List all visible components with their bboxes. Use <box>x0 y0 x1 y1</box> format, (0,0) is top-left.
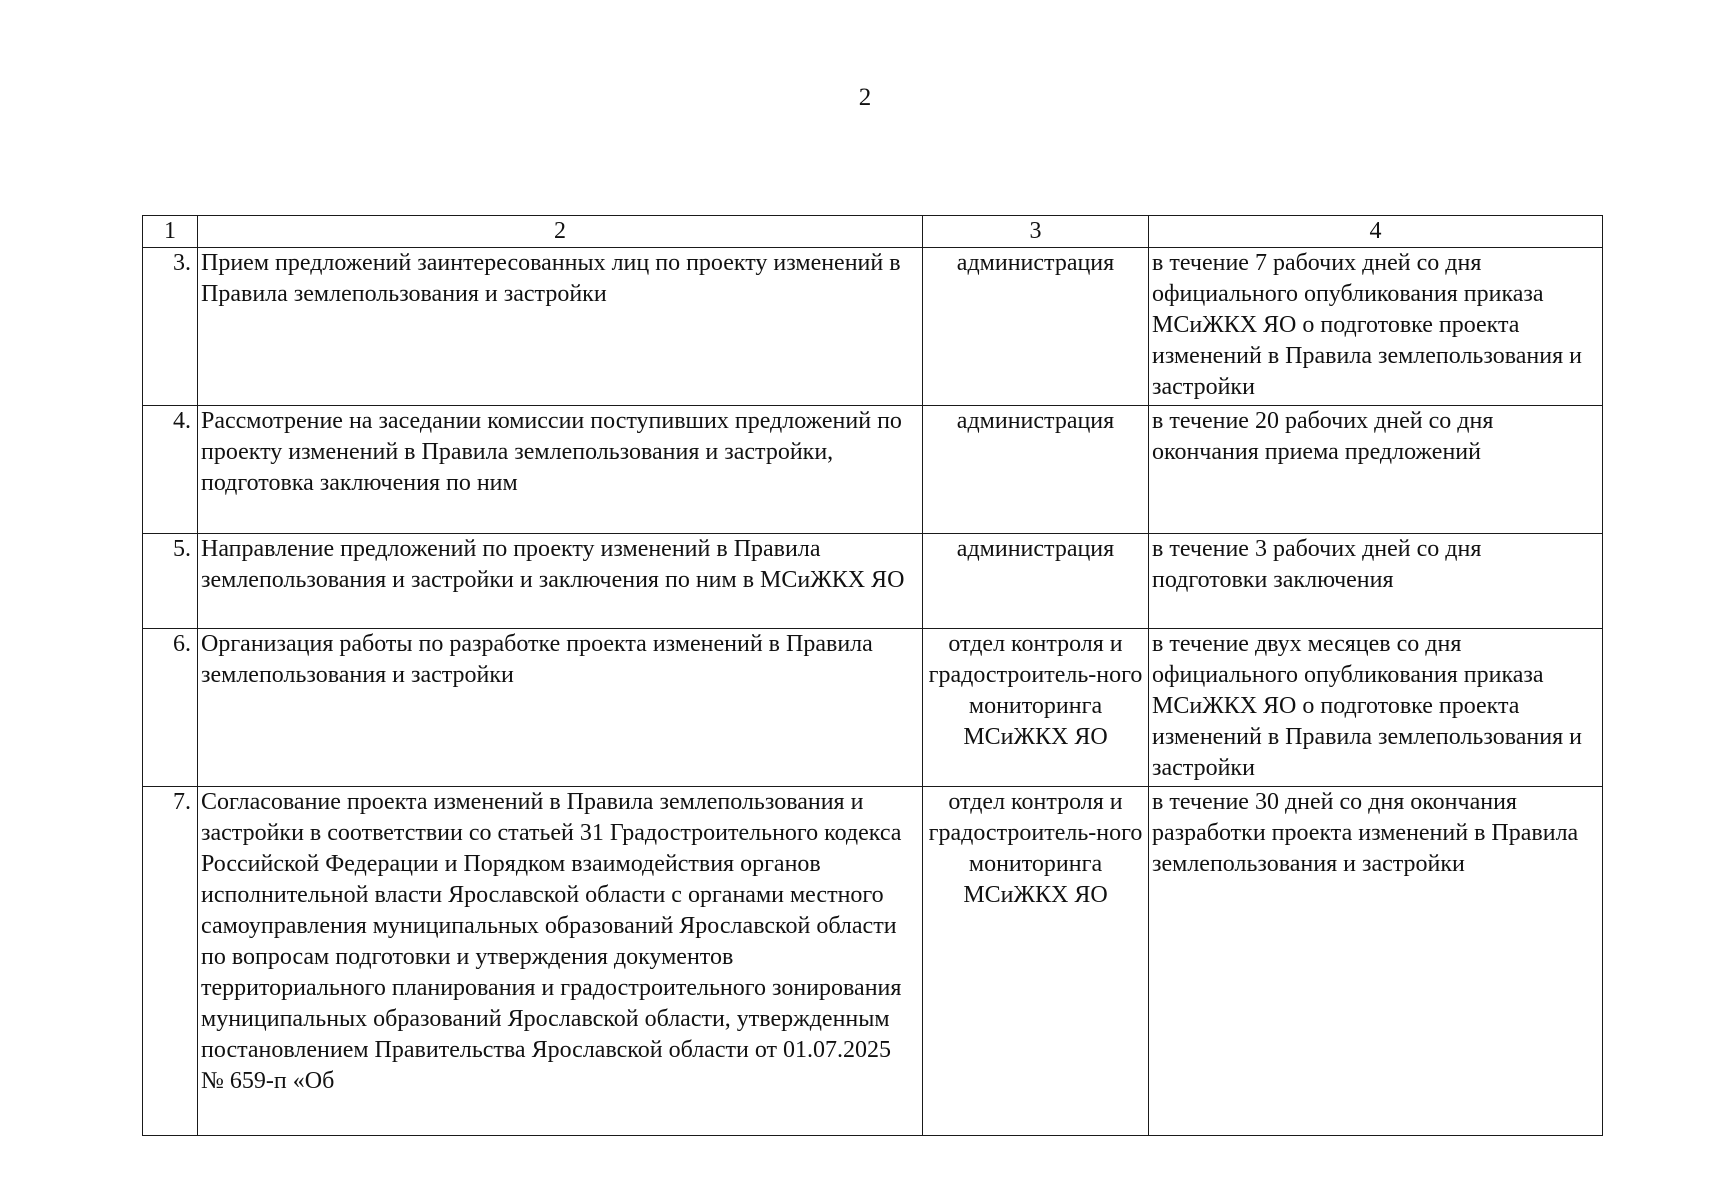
table-row <box>143 248 1603 406</box>
deadline-cell: в течение 30 дней со дня окончания разработки проекта изменений в Правила землепользования и застройки <box>1149 787 1603 1136</box>
action-cell: Направление предложений по проекту изменений в Правила землепользования и застройки и заключения по ним в МСиЖКХ ЯО <box>198 534 923 629</box>
responsible-cell: отдел контроля и градостроитель-ного мониторинга МСиЖКХ ЯО <box>923 629 1149 787</box>
table-row <box>143 629 1603 787</box>
deadline-cell: в течение двух месяцев со дня официального опубликования приказа МСиЖКХ ЯО о подготовке проекта изменений в Правила землепользования и застройки <box>1149 629 1603 787</box>
row-number: 5. <box>143 534 198 629</box>
row-number: 3. <box>143 248 198 406</box>
responsible-cell: администрация <box>923 248 1149 406</box>
table-row <box>143 406 1603 534</box>
row-number: 7. <box>143 787 198 1136</box>
table-header-row <box>143 216 1603 248</box>
header-cell-1: 1 <box>143 216 198 248</box>
action-cell: Рассмотрение на заседании комиссии поступивших предложений по проекту изменений в Правила землепользования и застройки, подготовка заключения по ним <box>198 406 923 534</box>
plan-table <box>142 215 1603 1136</box>
page-number: 2 <box>858 84 872 111</box>
action-cell: Прием предложений заинтересованных лиц по проекту изменений в Правила землепользования и застройки <box>198 248 923 406</box>
row-number: 4. <box>143 406 198 534</box>
header-cell-3: 3 <box>923 216 1149 248</box>
action-cell: Организация работы по разработке проекта изменений в Правила землепользования и застройки <box>198 629 923 787</box>
row-number: 6. <box>143 629 198 787</box>
table-row <box>143 787 1603 1136</box>
responsible-cell: отдел контроля и градостроитель-ного мониторинга МСиЖКХ ЯО <box>923 787 1149 1136</box>
header-cell-2: 2 <box>198 216 923 248</box>
deadline-cell: в течение 3 рабочих дней со дня подготовки заключения <box>1149 534 1603 629</box>
action-cell: Согласование проекта изменений в Правила землепользования и застройки в соответствии со статьей 31 Градостроительного кодекса Российской Федерации и Порядком взаимодействия органов исполнительной власти Ярославской области с органами местного самоуправления муниципальных образований Ярославской области по вопросам подготовки и утверждения документов территориального планирования и градостроительного зонирования муниципальных образований Ярославской области, утвержденным постановлением Правительства Ярославской области от 01.07.2025 № 659-п «Об <box>198 787 923 1136</box>
header-cell-4: 4 <box>1149 216 1603 248</box>
table-row <box>143 534 1603 629</box>
responsible-cell: администрация <box>923 534 1149 629</box>
responsible-cell: администрация <box>923 406 1149 534</box>
deadline-cell: в течение 7 рабочих дней со дня официального опубликования приказа МСиЖКХ ЯО о подготовке проекта изменений в Правила землепользования и застройки <box>1149 248 1603 406</box>
deadline-cell: в течение 20 рабочих дней со дня окончания приема предложений <box>1149 406 1603 534</box>
